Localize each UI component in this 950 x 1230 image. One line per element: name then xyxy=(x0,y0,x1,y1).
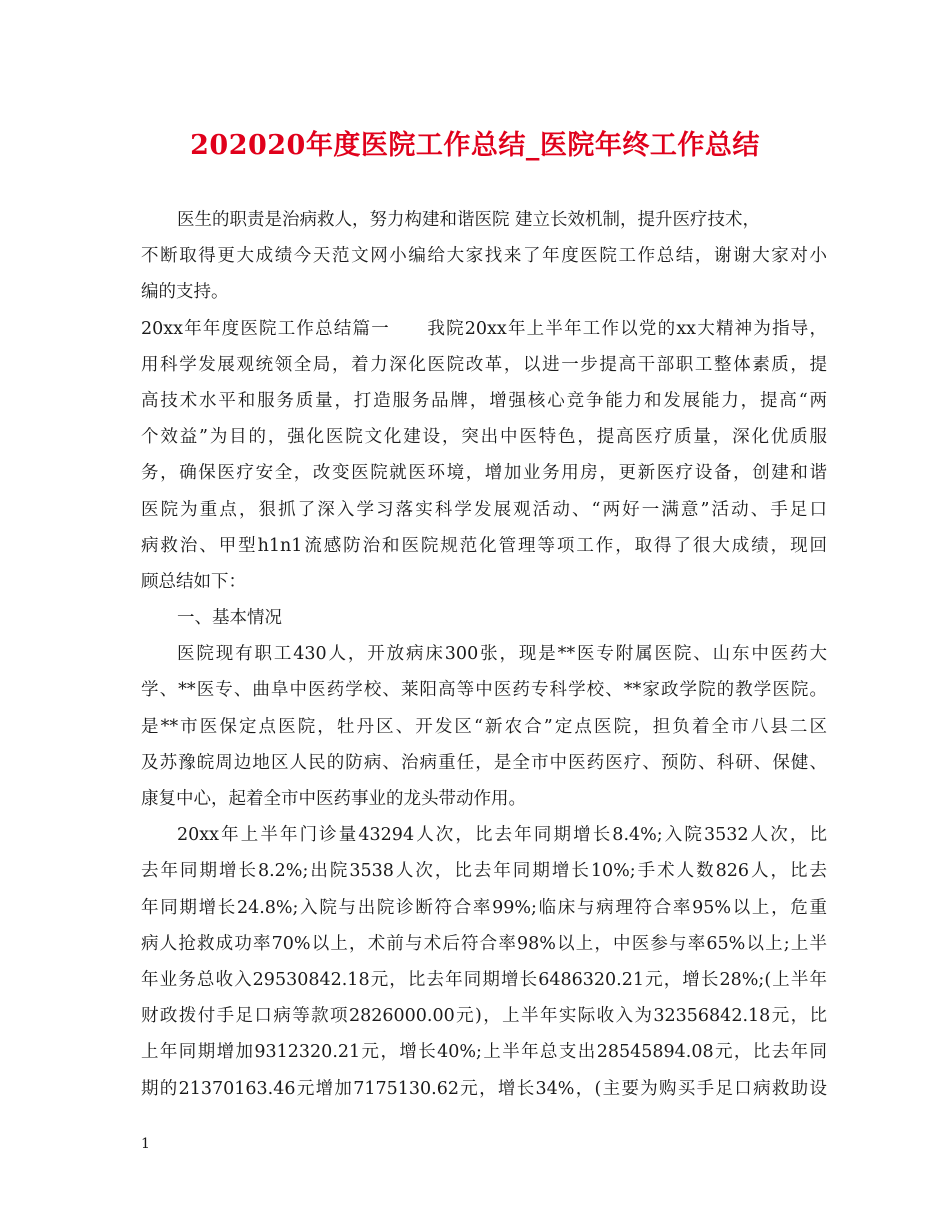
body-line: 去年同期增长8.2%;出院3538人次，比去年同期增长10%;手术人数826人，比去 xyxy=(141,861,827,882)
body-line: 一、基本情况 xyxy=(177,608,282,629)
body-line: 年业务总收入29530842.18元，比去年同期增长6486320.21元，增长28%;(上半年 xyxy=(141,969,827,990)
document-body xyxy=(141,202,827,1107)
body-line: 康复中心，起着全市中医药事业的龙头带动作用。 xyxy=(141,789,526,809)
body-line: 编的支持。 xyxy=(141,282,229,303)
body-line: 医生的职责是治病救人，努力构建和谐医院 建立长效机制，提升医疗技术， xyxy=(177,210,761,230)
body-line: 是**市医保定点医院，牡丹区、开发区“新农合”定点医院，担负着全市八县二区 xyxy=(141,716,827,737)
body-line: 20xx年上半年门诊量43294人次，比去年同期增长8.4%;入院3532人次，比 xyxy=(177,825,827,846)
body-line: 上年同期增加9312320.21元，增长40%;上半年总支出28545894.08元，比去年同 xyxy=(141,1042,827,1063)
body-line: 期的21370163.46元增加7175130.62元，增长34%，(主要为购买手足口病救助设 xyxy=(141,1078,827,1099)
body-line: 病救治、甲型h1n1流感防治和医院规范化管理等项工作，取得了很大成绩，现回 xyxy=(141,535,827,556)
body-line: 病人抢救成功率70%以上，术前与术后符合率98%以上，中医参与率65%以上;上半 xyxy=(141,933,827,954)
body-line: 及苏豫皖周边地区人民的防病、治病重任，是全市中医药医疗、预防、科研、保健、 xyxy=(141,752,827,773)
body-line: 个效益”为目的，强化医院文化建设，突出中医特色，提高医疗质量，深化优质服 xyxy=(141,427,827,448)
document-title: 202020年度医院工作总结_医院年终工作总结 xyxy=(190,130,760,161)
body-line: 用科学发展观统领全局，着力深化医院改革，以进一步提高干部职工整体素质，提 xyxy=(141,354,827,375)
page-number: 1 xyxy=(141,1136,150,1152)
body-line: 财政拨付手足口病等款项2826000.00元)，上半年实际收入为32356842.18元，比 xyxy=(141,1006,827,1027)
body-line: 顾总结如下： xyxy=(141,571,246,592)
body-line: 学、**医专、曲阜中医药学校、莱阳高等中医药专科学校、**家政学院的教学医院。 xyxy=(141,680,827,701)
body-line: 医院现有职工430人，开放病床300张，现是**医专附属医院、山东中医药大 xyxy=(177,644,827,665)
body-line: 不断取得更大成绩今天范文网小编给大家找来了年度医院工作总结，谢谢大家对小 xyxy=(141,246,827,267)
body-line: 务，确保医疗安全，改变医院就医环境，增加业务用房，更新医疗设备，创建和谐 xyxy=(141,463,827,484)
body-line: 20xx年年度医院工作总结篇一 我院20xx年上半年工作以党的xx大精神为指导， xyxy=(141,318,827,339)
body-line: 年同期增长24.8%;入院与出院诊断符合率99%;临床与病理符合率95%以上，危重 xyxy=(141,897,827,918)
body-line: 医院为重点，狠抓了深入学习落实科学发展观活动、“两好一满意”活动、手足口 xyxy=(141,499,827,520)
body-line: 高技术水平和服务质量，打造服务品牌，增强核心竞争能力和发展能力，提高“两 xyxy=(141,390,827,411)
